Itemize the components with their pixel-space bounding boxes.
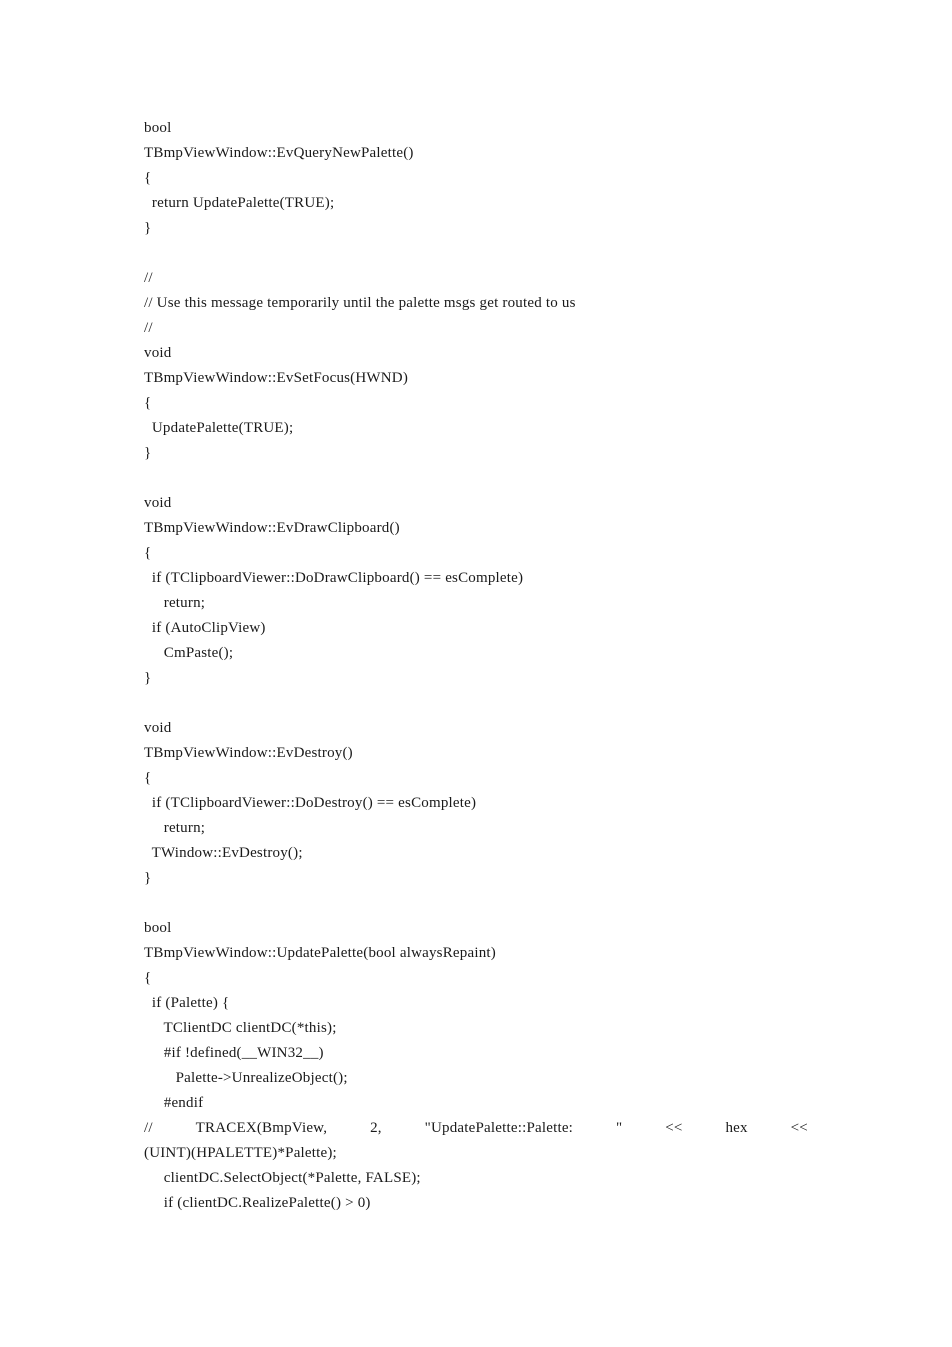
code-line: if (AutoClipView) — [144, 620, 266, 636]
code-line: } — [144, 870, 152, 886]
code-line: } — [144, 445, 152, 461]
code-line — [144, 241, 824, 266]
code-line: TBmpViewWindow::EvDrawClipboard() — [144, 520, 400, 536]
code-line: { — [144, 545, 152, 561]
code-line — [144, 891, 824, 916]
code-line: if (TClipboardViewer::DoDrawClipboard() == esComplete) — [144, 570, 524, 586]
code-line — [144, 466, 824, 491]
code-line: Palette->UnrealizeObject(); — [144, 1070, 348, 1086]
code-line: TBmpViewWindow::EvQueryNewPalette() — [144, 145, 414, 161]
code-line: CmPaste(); — [144, 645, 234, 661]
code-line: UpdatePalette(TRUE); — [144, 420, 294, 436]
code-line: bool — [144, 920, 172, 936]
code-line: TBmpViewWindow::EvSetFocus(HWND) — [144, 370, 409, 386]
code-line: if (clientDC.RealizePalette() > 0) — [144, 1195, 371, 1211]
code-line: clientDC.SelectObject(*Palette, FALSE); — [144, 1170, 421, 1186]
code-line: return; — [144, 595, 206, 611]
code-line: TClientDC clientDC(*this); — [144, 1020, 337, 1036]
code-line: #endif — [144, 1095, 204, 1111]
code-line: void — [144, 720, 172, 736]
code-line: TWindow::EvDestroy(); — [144, 845, 303, 861]
code-token: "UpdatePalette::Palette: — [424, 1120, 574, 1136]
code-line: } — [144, 670, 152, 686]
code-token: << — [790, 1120, 808, 1136]
code-line: // Use this message temporarily until the palette msgs get routed to us — [144, 295, 576, 311]
code-token: 2, — [370, 1120, 382, 1136]
code-listing — [144, 116, 824, 1216]
code-line: void — [144, 495, 172, 511]
code-line: TBmpViewWindow::UpdatePalette(bool alwaysRepaint) — [144, 945, 496, 961]
code-line: // — [144, 270, 153, 286]
code-line: { — [144, 770, 152, 786]
code-line: // — [144, 320, 153, 336]
code-line: #if !defined(__WIN32__) — [144, 1045, 324, 1061]
code-line: TBmpViewWindow::EvDestroy() — [144, 745, 353, 761]
code-line: } — [144, 220, 152, 236]
code-line: { — [144, 395, 152, 411]
code-token: // — [144, 1120, 153, 1136]
code-line: { — [144, 170, 152, 186]
code-token: " — [615, 1120, 623, 1136]
code-token: TRACEX(BmpView, — [195, 1120, 328, 1136]
code-line-tracex — [144, 1116, 808, 1141]
code-line: void — [144, 345, 172, 361]
code-line: if (TClipboardViewer::DoDestroy() == esComplete) — [144, 795, 477, 811]
code-token: << — [665, 1120, 683, 1136]
code-line: (UINT)(HPALETTE)*Palette); — [144, 1145, 337, 1161]
code-line: return; — [144, 820, 206, 836]
code-line: bool — [144, 120, 172, 136]
code-line — [144, 691, 824, 716]
code-line: if (Palette) { — [144, 995, 230, 1011]
code-line: return UpdatePalette(TRUE); — [144, 195, 335, 211]
code-token: hex — [725, 1120, 748, 1136]
code-line: { — [144, 970, 152, 986]
